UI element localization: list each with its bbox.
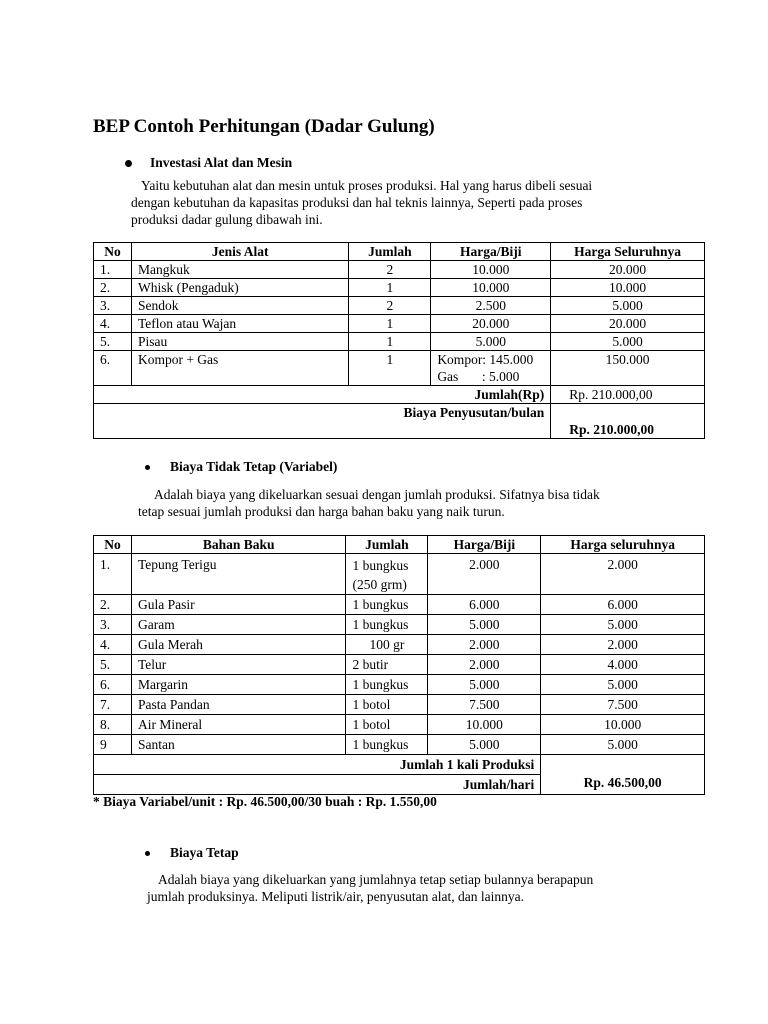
header-bahan-baku: Bahan Baku: [131, 536, 346, 554]
cell-price: 7.500: [428, 695, 541, 715]
paragraph-line: Adalah biaya yang dikeluarkan sesuai dengan jumlah produksi. Sifatnya bisa tidak: [154, 487, 600, 502]
paragraph-line: tetap sesuai jumlah produksi dan harga bahan baku yang naik turun.: [138, 504, 505, 519]
qty-main: 1 bungkus: [352, 558, 409, 573]
table-investasi: [93, 242, 705, 439]
table-row: [94, 715, 705, 735]
cell-total: 4.000: [541, 655, 705, 675]
cell-qty: 1: [349, 279, 431, 297]
document-title: BEP Contoh Perhitungan (Dadar Gulung): [93, 116, 435, 137]
cell-qty: 1 bungkus: [346, 735, 428, 755]
cell-price: 10.000: [431, 261, 551, 279]
cell-no: 9: [94, 735, 132, 755]
table-row: [94, 615, 705, 635]
header-harga-seluruhnya: Harga seluruhnya: [541, 536, 705, 554]
cell-total: 6.000: [541, 595, 705, 615]
cell-qty: 100 gr: [346, 635, 428, 655]
cell-price: 5.000: [428, 735, 541, 755]
bullet-icon: [125, 160, 132, 167]
cell-total: 5.000: [541, 735, 705, 755]
cell-qty: 1 botol: [346, 695, 428, 715]
cell-qty: 1 bungkus: [346, 615, 428, 635]
cell-qty: 2: [349, 261, 431, 279]
bullet-icon: [145, 465, 150, 470]
heading-text: Biaya Tetap: [170, 845, 239, 860]
cell-item: Gula Merah: [131, 635, 346, 655]
cell-item: Telur: [131, 655, 346, 675]
cell-price: 20.000: [431, 315, 551, 333]
jumlah-value: Rp. 210.000,00: [551, 386, 705, 404]
table-row: [94, 695, 705, 715]
cell-no: 3.: [94, 297, 132, 315]
cell-item: Gula Pasir: [131, 595, 346, 615]
table-row: [94, 279, 705, 297]
cell-item: Air Mineral: [131, 715, 346, 735]
cell-item: Tepung Terigu: [131, 554, 346, 595]
cell-qty: 1 botol: [346, 715, 428, 735]
cell-qty: 1: [349, 315, 431, 333]
table-row: [94, 675, 705, 695]
penyusutan-label: Biaya Penyusutan/bulan: [94, 404, 551, 439]
cell-price: 5.000: [428, 615, 541, 635]
cell-total: 2.000: [541, 554, 705, 595]
cell-price: 5.000: [428, 675, 541, 695]
table-row: [94, 333, 705, 351]
cell-no: 8.: [94, 715, 132, 735]
section-heading-variabel: [145, 459, 337, 475]
price-gas: Gas : 5.000: [437, 369, 520, 384]
table-row: [94, 595, 705, 615]
header-harga-biji: Harga/Biji: [431, 243, 551, 261]
paragraph-tetap: [147, 871, 593, 905]
header-harga-biji: Harga/Biji: [428, 536, 541, 554]
table-row: [94, 315, 705, 333]
paragraph-variabel: [138, 486, 600, 520]
cell-total: 5.000: [541, 615, 705, 635]
paragraph-line: jumlah produksinya. Meliputi listrik/air, penyusutan alat, dan lainnya.: [147, 889, 525, 904]
cell-item: Sendok: [131, 297, 348, 315]
table-row: [94, 635, 705, 655]
cell-no: 2.: [94, 595, 132, 615]
section-heading-investasi: [125, 155, 292, 171]
cell-qty: 1: [349, 351, 431, 386]
table-row: [94, 351, 705, 386]
cell-no: 6.: [94, 351, 132, 386]
heading-text: Investasi Alat dan Mesin: [150, 155, 293, 170]
cell-total: 7.500: [541, 695, 705, 715]
cell-total: 20.000: [551, 261, 705, 279]
cell-total: 10.000: [551, 279, 705, 297]
cell-qty: 2: [349, 297, 431, 315]
cell-total: 5.000: [551, 333, 705, 351]
header-jumlah: Jumlah: [349, 243, 431, 261]
cell-qty: 1 bungkus: [346, 675, 428, 695]
cell-no: 2.: [94, 279, 132, 297]
cell-no: 4.: [94, 315, 132, 333]
table-row: [94, 735, 705, 755]
cell-no: 3.: [94, 615, 132, 635]
jumlah-row: [94, 386, 705, 404]
header-jumlah: Jumlah: [346, 536, 428, 554]
cell-qty: 2 butir: [346, 655, 428, 675]
cell-price: 2.000: [428, 554, 541, 595]
cell-item: Whisk (Pengaduk): [131, 279, 348, 297]
cell-no: 4.: [94, 635, 132, 655]
header-harga-seluruhnya: Harga Seluruhnya: [551, 243, 705, 261]
penyusutan-value: Rp. 210.000,00: [551, 404, 705, 439]
cell-total: 150.000: [551, 351, 705, 386]
paragraph-line: Yaitu kebutuhan alat dan mesin untuk proses produksi. Hal yang harus dibeli sesuai: [141, 178, 593, 193]
heading-text: Biaya Tidak Tetap (Variabel): [170, 459, 338, 474]
cell-qty: 1 bungkus: [346, 595, 428, 615]
cell-price: 5.000: [431, 333, 551, 351]
total-value: Rp. 46.500,00: [541, 755, 705, 795]
cell-price: 2.000: [428, 635, 541, 655]
cell-no: 5.: [94, 655, 132, 675]
cell-price: 2.500: [431, 297, 551, 315]
cell-total: 2.000: [541, 635, 705, 655]
cell-item: Pasta Pandan: [131, 695, 346, 715]
cell-item: Mangkuk: [131, 261, 348, 279]
table-bahan-baku: [93, 535, 705, 795]
cell-no: 1.: [94, 554, 132, 595]
cell-price: 2.000: [428, 655, 541, 675]
jumlah-produksi-label: Jumlah 1 kali Produksi: [94, 755, 541, 775]
table-header-row: [94, 243, 705, 261]
cell-total: 5.000: [541, 675, 705, 695]
jumlah-label: Jumlah(Rp): [94, 386, 551, 404]
penyusutan-row: [94, 404, 705, 439]
price-kompor: Kompor: 145.000: [437, 352, 534, 367]
qty-detail: (250 grm): [352, 577, 407, 592]
cell-item: Margarin: [131, 675, 346, 695]
cell-price: [431, 351, 551, 386]
cell-no: 1.: [94, 261, 132, 279]
cell-price: 10.000: [431, 279, 551, 297]
cell-total: 5.000: [551, 297, 705, 315]
cell-item: Kompor + Gas: [131, 351, 348, 386]
cell-price: 10.000: [428, 715, 541, 735]
cell-total: 10.000: [541, 715, 705, 735]
cell-price: 6.000: [428, 595, 541, 615]
cell-qty: [346, 554, 428, 595]
header-no: No: [94, 536, 132, 554]
header-jenis-alat: Jenis Alat: [131, 243, 348, 261]
cell-total: 20.000: [551, 315, 705, 333]
cell-no: 5.: [94, 333, 132, 351]
table-row: [94, 261, 705, 279]
table-header-row: [94, 536, 705, 554]
cell-item: Garam: [131, 615, 346, 635]
paragraph-investasi: [131, 177, 592, 228]
table-row: [94, 297, 705, 315]
cell-item: Teflon atau Wajan: [131, 315, 348, 333]
cell-item: Pisau: [131, 333, 348, 351]
paragraph-line: Adalah biaya yang dikeluarkan yang jumlahnya tetap setiap bulannya berapapun: [158, 872, 594, 887]
paragraph-line: produksi dadar gulung dibawah ini.: [131, 212, 323, 227]
jumlah-hari-label: Jumlah/hari: [94, 775, 541, 795]
paragraph-line: dengan kebutuhan da kapasitas produksi dan hal teknis lainnya, Seperti pada proses: [131, 195, 583, 210]
cell-no: 7.: [94, 695, 132, 715]
cell-qty: 1: [349, 333, 431, 351]
cell-item: Santan: [131, 735, 346, 755]
bullet-icon: [145, 851, 150, 856]
section-heading-tetap: [145, 845, 239, 861]
cell-no: 6.: [94, 675, 132, 695]
biaya-variabel-note: * Biaya Variabel/unit : Rp. 46.500,00/30 buah : Rp. 1.550,00: [93, 794, 437, 809]
table-row: [94, 655, 705, 675]
jumlah-produksi-row: [94, 755, 705, 775]
header-no: No: [94, 243, 132, 261]
table-row: [94, 554, 705, 595]
